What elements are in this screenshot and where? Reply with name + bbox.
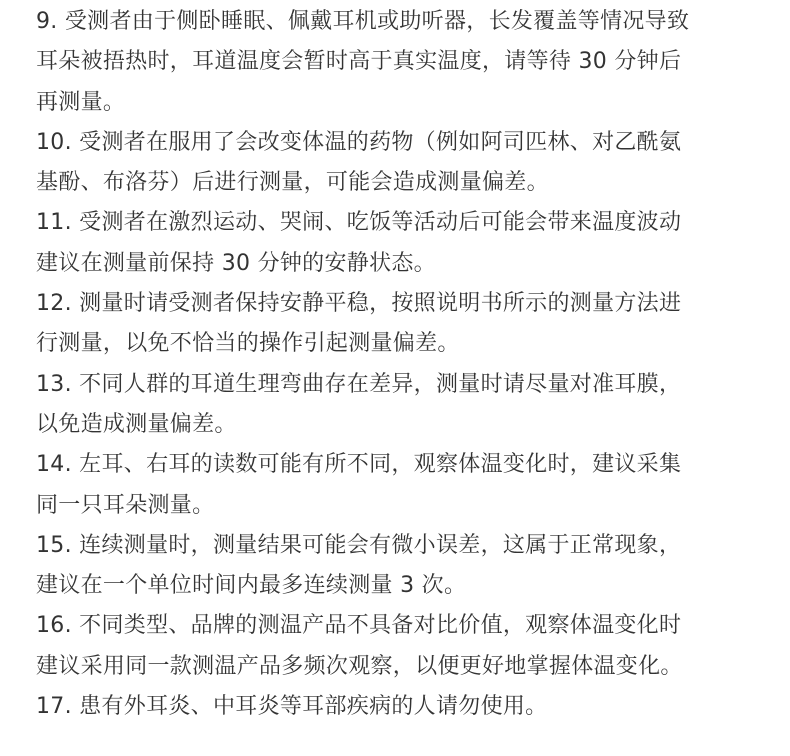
note-item-12: 12. 测量时请受测者保持安静平稳，按照说明书所示的测量方法进 行测量，以免不恰当的操作引起测量偏差。: [36, 291, 682, 357]
note-item-10: 10. 受测者在服用了会改变体温的药物（例如阿司匹林、对乙酰氨 基酚、布洛芬）后进行测量，可能会造成测量偏差。: [36, 129, 682, 196]
note-item-11: 11. 受测者在激烈运动、哭闹、吃饭等活动后可能会带来温度波动 建议在测量前保持 30 分钟的安静状态。: [36, 210, 682, 276]
note-item-15: 15. 连续测量时，测量结果可能会有微小误差，这属于正常现象， 建议在一个单位时间内最多连续测量 3 次。: [36, 532, 682, 599]
note-item-13: 13. 不同人群的耳道生理弯曲存在差异，测量时请尽量对准耳膜， 以免造成测量偏差。: [36, 371, 682, 437]
note-item-9: 9. 受测者由于侧卧睡眠、佩戴耳机或助听器，长发覆盖等情况导致 耳朵被捂热时，耳道温度会暂时高于真实温度，请等待 30 分钟后 再测量。: [36, 9, 690, 115]
note-item-16: 16. 不同类型、品牌的测温产品不具备对比价值，观察体温变化时 建议采用同一款测温产品多频次观察，以便更好地掌握体温变化。: [36, 613, 683, 679]
note-item-17: 17. 患有外耳炎、中耳炎等耳部疾病的人请勿使用。: [36, 694, 548, 720]
note-item-14: 14. 左耳、右耳的读数可能有所不同，观察体温变化时，建议采集 同一只耳朵测量。: [36, 452, 682, 518]
